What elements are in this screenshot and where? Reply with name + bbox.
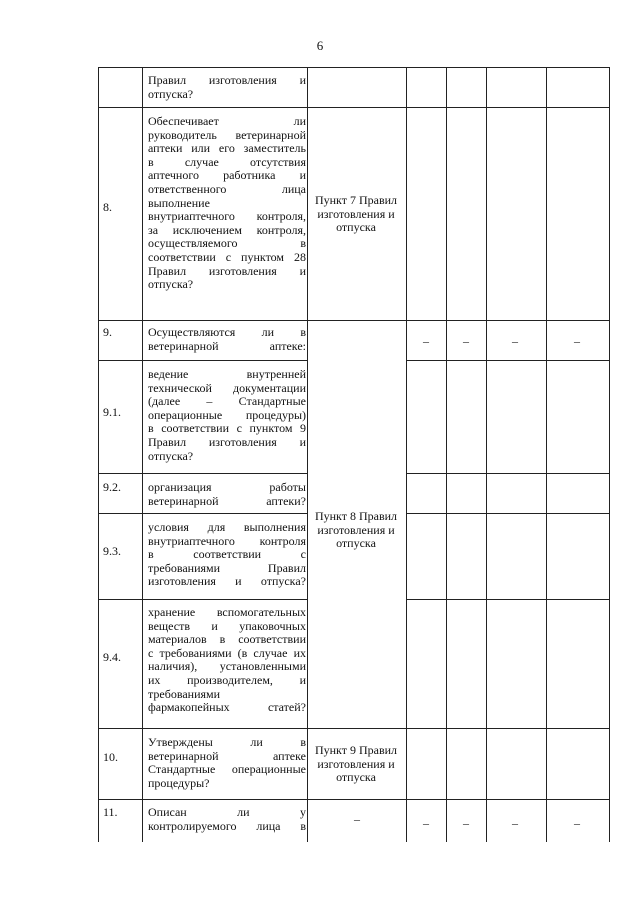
- question-text: Правил изготовления и отпуска?: [148, 73, 306, 101]
- row-number: 9.: [103, 325, 112, 339]
- page-number: 6: [316, 38, 324, 53]
- dash-mark: –: [423, 816, 429, 830]
- reference-text: Пункт 9 Правил изготовления и отпуска: [314, 743, 398, 785]
- row-number: 9.3.: [103, 544, 121, 558]
- question-text: Утверждены ли в ветеринарной аптеке Стандартные операционные процедуры?: [148, 735, 306, 790]
- question-text: ведение внутренней технической документации (далее – Стандартные операционные процедуры) в соответствии с пунктом 9 Правил изготовления и отпуска?: [148, 367, 306, 463]
- dash-mark: –: [354, 812, 360, 826]
- dash-mark: –: [463, 816, 469, 830]
- reference-text: Пункт 8 Правил изготовления и отпуска: [314, 509, 398, 551]
- reference-text: Пункт 7 Правил изготовления и отпуска: [314, 193, 398, 235]
- row-number: 10.: [103, 750, 118, 764]
- question-text: Обеспечивает ли руководитель ветеринарной аптеки или его заместитель в случае отсутствия аптечного работника и ответственного лица выполнение внутриаптечного контроля, за исключением контроля, осуществляемого в соответствии с пунктом 28 Правил изготовления и отпуска?: [148, 114, 306, 292]
- question-text: условия для выполнения внутриаптечного контроля в соответствии с требованиями Правил изготовления и отпуска?: [148, 520, 306, 589]
- dash-mark: –: [574, 334, 580, 348]
- row-number: 9.4.: [103, 650, 121, 664]
- question-text: хранение вспомогательных веществ и упаковочных материалов в соответствии с требованиями (в случае их наличия), установленными их производителем, и требованиями фармакопейных статей?: [148, 605, 306, 715]
- question-text: Осуществляются ли в ветеринарной аптеке:: [148, 325, 306, 353]
- question-text: организация работы ветеринарной аптеки?: [148, 480, 306, 508]
- dash-mark: –: [574, 816, 580, 830]
- dash-mark: –: [512, 334, 518, 348]
- dash-mark: –: [423, 334, 429, 348]
- row-number: 8.: [103, 200, 112, 214]
- dash-mark: –: [463, 334, 469, 348]
- row-number: 11.: [103, 805, 118, 819]
- row-number: 9.1.: [103, 405, 121, 419]
- row-number: 9.2.: [103, 480, 121, 494]
- question-text: Описан ли у контролируемого лица в: [148, 805, 306, 833]
- dash-mark: –: [512, 816, 518, 830]
